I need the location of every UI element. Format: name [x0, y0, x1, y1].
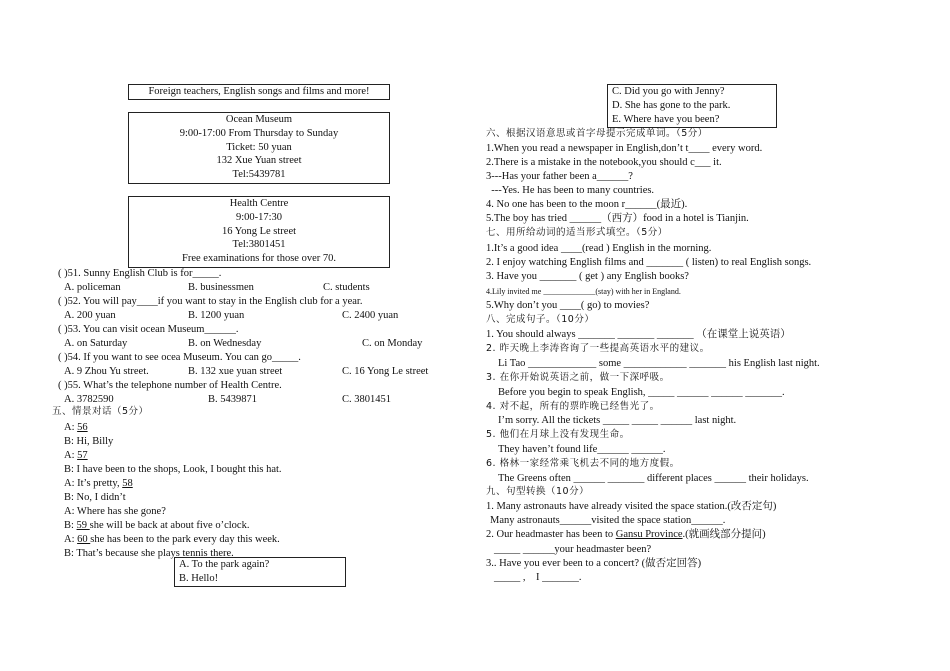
option-c: C. 16 Yong Le street — [342, 366, 429, 377]
option-b: B. businessmen — [188, 282, 254, 293]
dialog-line: A: 57 — [64, 450, 88, 461]
question-stem: ( )51. Sunny English Club is for_____. — [58, 268, 222, 279]
dialog-options-box-ab — [174, 557, 346, 587]
dialog-line: B: Hi, Billy — [64, 436, 114, 447]
s8-item: Li Tao _____________ some ____________ _______ his English last night. — [498, 358, 820, 369]
s6-item: 1.When you read a newspaper in English,don’t t____ every word. — [486, 143, 763, 154]
s7-item: 1.It’s a good idea ____(read ) English in the morning. — [486, 243, 712, 254]
option-b: B. on Wednesday — [188, 338, 262, 349]
s8-item: The Greens often ______ _______ different places ______ their holidays. — [498, 473, 809, 484]
dialog-line: A: Where has she gone? — [64, 506, 166, 517]
s8-item: Before you begin to speak English, _____ ______ ______ _______. — [498, 387, 785, 398]
option-c: C. 3801451 — [342, 394, 392, 405]
s7-item: 4.Lily invited me _____________(stay) with her in England. — [486, 287, 681, 296]
s9-item: _____ , I _______. — [494, 572, 582, 583]
centre-hours: 9:00-17:30 — [235, 211, 283, 223]
s8-item: 6. 格林一家经常乘飞机去不同的地方度假。 — [486, 458, 680, 469]
underlined-phrase: Gansu Province — [615, 529, 683, 540]
option-a: A. 9 Zhou Yu street. — [64, 366, 149, 377]
s8-item: I’m sorry. All the tickets _____ _____ ______ last night. — [498, 415, 737, 426]
s9-item: 3.. Have you ever been to a concert? (做否定回答) — [486, 558, 702, 569]
option-b: B. Hello! — [179, 572, 219, 584]
option-d: D. She has gone to the park. — [612, 99, 731, 111]
option-c: C. students — [323, 282, 370, 293]
section-9-heading: 九、句型转换（10分） — [486, 486, 590, 497]
option-b: B. 132 xue yuan street — [188, 366, 283, 377]
s7-item: 5.Why don’t you ____( go) to movies? — [486, 300, 650, 311]
s9-item: 1. Many astronauts have already visited the space station.(改否定句) — [486, 501, 777, 512]
option-b: B. 5439871 — [208, 394, 258, 405]
s6-item: 4. No one has been to the moon r______(最近). — [486, 199, 688, 210]
s8-item: 5. 他们在月球上没有发现生命。 — [486, 429, 630, 440]
s6-item: 5.The boy has tried ______（西方）food in a hotel is Tianjin. — [486, 213, 749, 224]
dialog-line: B: I have been to the shops, Look, I bought this hat. — [64, 464, 282, 475]
option-b: B. 1200 yuan — [188, 310, 245, 321]
s8-item: 2. 昨天晚上李涛咨询了一些提高英语水平的建议。 — [486, 343, 710, 354]
club-notice-text: Foreign teachers, English songs and films and more! — [148, 86, 370, 97]
s8-item: 3. 在你开始说英语之前，做一下深呼吸。 — [486, 372, 670, 383]
centre-name: Health Centre — [229, 198, 289, 209]
s8-item: 1. You should always _______ _______ _______ （在课堂上说英语） — [486, 329, 791, 340]
section-6-heading: 六、根据汉语意思或首字母提示完成单词。（5分） — [486, 128, 708, 139]
museum-name: Ocean Museum — [225, 114, 293, 125]
s7-item: 3. Have you _______ ( get ) any English books? — [486, 271, 689, 282]
centre-tel: Tel:3801451 — [232, 239, 286, 251]
s7-item: 2. I enjoy watching English films and _______ ( listen) to real English songs. — [486, 257, 812, 268]
option-c: C. on Monday — [362, 338, 423, 349]
option-c: C. Did you go with Jenny? — [612, 86, 725, 97]
option-a: A. 200 yuan — [64, 310, 116, 321]
question-stem: ( )53. You can visit ocean Museum______. — [58, 324, 239, 335]
option-a: A. policeman — [64, 282, 121, 293]
s9-item: _____ ______your headmaster been? — [494, 544, 652, 555]
centre-address: 16 Yong Le street — [221, 225, 297, 237]
dialog-line: A: 60 she has been to the park every day this week. — [64, 534, 280, 545]
ocean-museum-box — [128, 112, 390, 184]
club-notice-box — [128, 84, 390, 100]
museum-address: 132 Xue Yuan street — [216, 155, 302, 167]
section-8-heading: 八、完成句子。（10分） — [486, 314, 595, 325]
option-e: E. Where have you been? — [612, 113, 720, 125]
section-5-heading: 五、情景对话（5分） — [52, 406, 149, 417]
museum-tel: Tel:5439781 — [232, 169, 286, 181]
centre-note: Free examinations for those over 70. — [182, 253, 336, 265]
dialog-line: B: That’s because she plays tennis there. — [64, 548, 234, 559]
dialog-line: B: No, I didn’t — [64, 492, 126, 503]
question-stem: ( )55. What’s the telephone number of Health Centre. — [58, 380, 282, 391]
dialog-line: A: It’s pretty, 58 — [64, 478, 133, 489]
s6-item: 2.There is a mistake in the notebook,you should c___ it. — [486, 157, 722, 168]
s8-item: 4. 对不起，所有的票昨晚已经售光了。 — [486, 401, 660, 412]
s9-item: Many astronauts______visited the space station______. — [490, 515, 726, 526]
museum-ticket: Ticket: 50 yuan — [226, 141, 292, 153]
dialog-line: A: 56 — [64, 422, 88, 433]
question-stem: ( )52. You will pay____if you want to stay in the English club for a year. — [58, 296, 363, 307]
s6-item: 3---Has your father been a______? — [486, 171, 633, 182]
option-a: A. To the park again? — [179, 559, 270, 570]
s8-item: They haven’t found life______ ______. — [498, 444, 666, 455]
s9-item: 2. Our headmaster has been to Gansu Province.(就画线部分提问) — [486, 529, 766, 540]
s6-item: ---Yes. He has been to many countries. — [486, 185, 655, 196]
option-a: A. 3782590 — [64, 394, 114, 405]
health-centre-box — [128, 196, 390, 268]
dialog-line: B: 59 she will be back at about five o’clock. — [64, 520, 250, 531]
option-a: A. on Saturday — [64, 338, 128, 349]
question-stem: ( )54. If you want to see ocea Museum. You can go_____. — [58, 352, 301, 363]
section-7-heading: 七、用所给动词的适当形式填空。（5分） — [486, 227, 668, 238]
dialog-options-box-cde — [607, 84, 777, 128]
option-c: C. 2400 yuan — [342, 310, 399, 321]
museum-hours: 9:00-17:00 From Thursday to Sunday — [179, 127, 339, 139]
